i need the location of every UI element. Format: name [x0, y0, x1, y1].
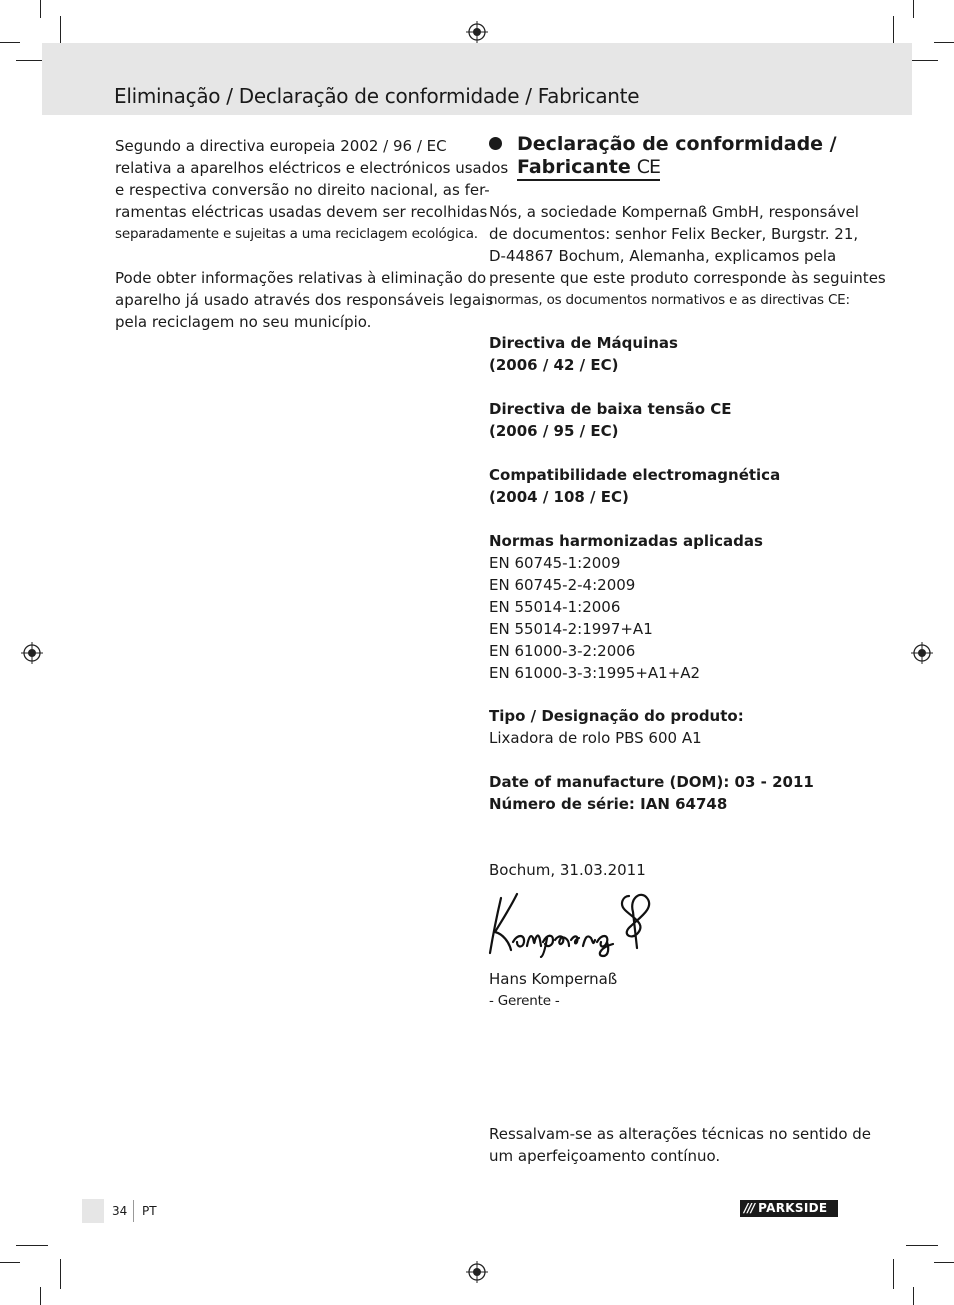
registration-mark-icon	[911, 642, 933, 664]
heading-line: Fabricante	[517, 156, 631, 178]
crop-mark	[906, 1245, 938, 1246]
technical-note	[489, 1123, 871, 1167]
text-line: D-44867 Bochum, Alemanha, explicamos pela	[489, 247, 837, 265]
type-value: Lixadora de rolo PBS 600 A1	[489, 729, 702, 747]
registration-mark-icon	[21, 642, 43, 664]
text-line: um aperfeiçoamento contínuo.	[489, 1147, 721, 1165]
crop-mark	[893, 1259, 894, 1289]
disposal-paragraph	[115, 135, 508, 245]
signature-image	[487, 890, 662, 958]
text-line: presente que este produto corresponde às seguintes	[489, 269, 886, 287]
brand-name: PARKSIDE	[758, 1201, 828, 1215]
place-date-text: Bochum, 31.03.2011	[489, 861, 646, 879]
low-voltage-directive	[489, 398, 732, 442]
crop-mark	[913, 1287, 914, 1305]
standard-item: EN 55014-1:2006	[489, 598, 621, 616]
ce-mark-icon: CE	[636, 156, 661, 178]
footer-divider	[133, 1200, 134, 1222]
standard-item: EN 60745-1:2009	[489, 554, 621, 572]
bullet-icon	[489, 137, 502, 150]
text-line: aparelho já usado através dos responsáveis legais	[115, 291, 494, 309]
crop-mark	[40, 1287, 41, 1305]
crop-mark	[934, 1262, 954, 1263]
crop-mark	[913, 0, 914, 18]
section-heading	[489, 133, 837, 179]
signer-role: - Gerente -	[489, 993, 560, 1009]
text-line: de documentos: senhor Felix Becker, Burgstr. 21,	[489, 225, 859, 243]
standard-item: EN 61000-3-3:1995+A1+A2	[489, 664, 701, 682]
type-title: Tipo / Designação do produto:	[489, 707, 744, 725]
heading-line: Declaração de conformidade /	[517, 133, 837, 155]
place-date	[489, 859, 646, 881]
standard-item: EN 60745-2-4:2009	[489, 576, 636, 594]
page-number: 34	[112, 1204, 128, 1218]
brand-logo	[740, 1200, 838, 1217]
crop-mark	[60, 1259, 61, 1289]
registration-mark-icon	[466, 21, 488, 43]
text-line: pela reciclagem no seu município.	[115, 313, 372, 331]
text-line: (2004 / 108 / EC)	[489, 488, 629, 506]
crop-mark	[0, 42, 20, 43]
crop-mark	[934, 42, 954, 43]
declaration-intro	[489, 201, 886, 311]
crop-mark	[893, 16, 894, 46]
page-title: Eliminação / Declaração de conformidade / Fabricante	[114, 84, 640, 108]
product-type	[489, 705, 744, 749]
crop-mark	[16, 1245, 48, 1246]
text-line: relativa a aparelhos eléctricos e electrónicos usados	[115, 159, 509, 177]
emc-directive	[489, 464, 780, 508]
text-line: (2006 / 42 / EC)	[489, 356, 619, 374]
signer-block	[489, 968, 617, 1012]
footer-tab	[82, 1199, 104, 1223]
serial-number: Número de série: IAN 64748	[489, 795, 728, 813]
date-of-manufacture: Date of manufacture (DOM): 03 - 2011	[489, 773, 814, 791]
standard-item: EN 61000-3-2:2006	[489, 642, 636, 660]
text-line: e respectiva conversão no direito nacional, as fer-	[115, 181, 490, 199]
crop-mark	[0, 1262, 20, 1263]
signer-name: Hans Kompernaß	[489, 970, 618, 988]
text-line: ramentas eléctricas usadas devem ser recolhidas	[115, 203, 488, 221]
registration-mark-icon	[466, 1261, 488, 1283]
crop-mark	[60, 16, 61, 46]
text-line: Directiva de baixa tensão CE	[489, 400, 732, 418]
text-line: Segundo a directiva europeia 2002 / 96 / EC	[115, 137, 447, 155]
language-code: PT	[142, 1204, 157, 1218]
standards-title: Normas harmonizadas aplicadas	[489, 532, 763, 550]
brand-stripes-icon: ///	[744, 1201, 755, 1215]
standard-item: EN 55014-2:1997+A1	[489, 620, 653, 638]
text-line: Nós, a sociedade Kompernaß GmbH, responsável	[489, 203, 859, 221]
text-line: normas, os documentos normativos e as directivas CE:	[489, 292, 850, 308]
standards-block	[489, 530, 763, 684]
disposal-info-paragraph	[115, 267, 493, 333]
crop-mark	[40, 0, 41, 18]
text-line: separadamente e sujeitas a uma reciclagem ecológica.	[115, 226, 478, 242]
text-line: Directiva de Máquinas	[489, 334, 678, 352]
text-line: Compatibilidade electromagnética	[489, 466, 781, 484]
text-line: Ressalvam-se as alterações técnicas no sentido de	[489, 1125, 872, 1143]
text-line: (2006 / 95 / EC)	[489, 422, 619, 440]
manufacture-info	[489, 771, 814, 815]
text-line: Pode obter informações relativas à eliminação do	[115, 269, 487, 287]
machinery-directive	[489, 332, 678, 376]
